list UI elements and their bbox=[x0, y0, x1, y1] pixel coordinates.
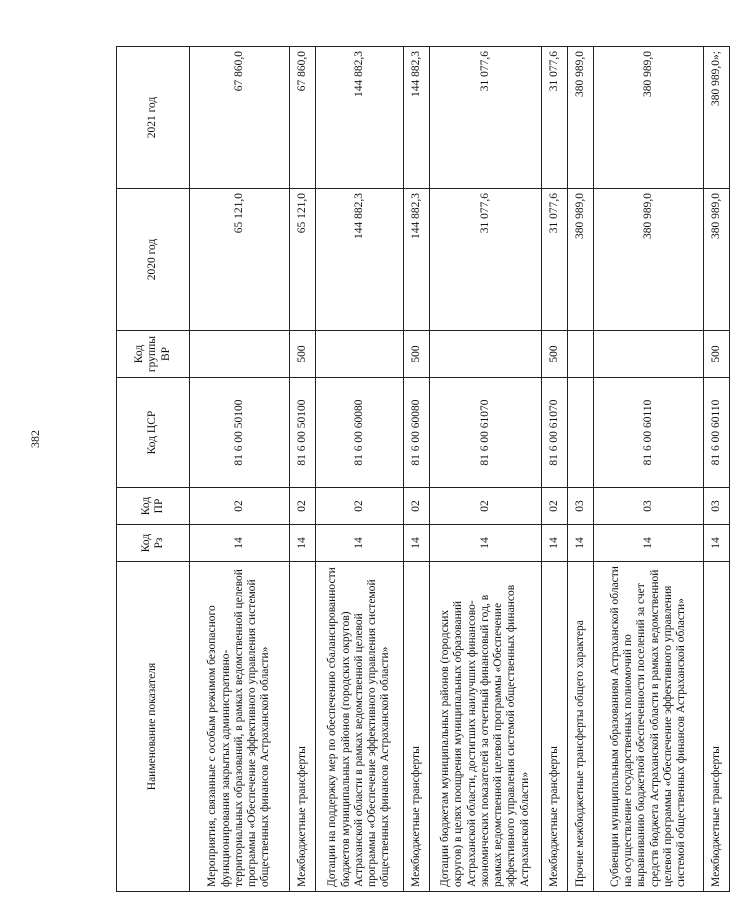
row-2021: 380 989,0 bbox=[568, 47, 594, 189]
row-rz: 14 bbox=[704, 525, 730, 562]
row-name: Субвенции муниципальным образованиям Астраханской области на осуществление государственных полномочий по выравниванию бюджетной обеспеченности поселений за счет средств бюджета Астраханской области в рамках ведомственной целевой программы «Обеспечение эффективного управления системой общественных финансов Астраханской области» bbox=[594, 562, 704, 892]
row-2021: 67 860,0 bbox=[290, 47, 316, 189]
header-row bbox=[117, 47, 190, 892]
row-csr: 81 6 00 60110 bbox=[704, 378, 730, 488]
row-pr: 02 bbox=[430, 488, 542, 525]
table-row bbox=[430, 47, 542, 892]
row-vr bbox=[594, 331, 704, 378]
row-pr: 02 bbox=[190, 488, 290, 525]
row-csr: 81 6 00 60080 bbox=[316, 378, 404, 488]
row-pr: 02 bbox=[404, 488, 430, 525]
row-rz: 14 bbox=[404, 525, 430, 562]
row-rz: 14 bbox=[290, 525, 316, 562]
row-csr: 81 6 00 60110 bbox=[594, 378, 704, 488]
row-pr: 02 bbox=[316, 488, 404, 525]
header-vr: Код группы ВР bbox=[117, 331, 190, 378]
row-2020: 380 989,0 bbox=[568, 189, 594, 331]
table-row bbox=[568, 47, 594, 892]
header-2020: 2020 год bbox=[117, 189, 190, 331]
row-name: Межбюджетные трансферты bbox=[290, 562, 316, 892]
row-2021: 31 077,6 bbox=[542, 47, 568, 189]
row-2021: 380 989,0»; bbox=[704, 47, 730, 189]
row-rz: 14 bbox=[430, 525, 542, 562]
header-name: Наименование показателя bbox=[117, 562, 190, 892]
header-csr: Код ЦСР bbox=[117, 378, 190, 488]
row-rz: 14 bbox=[190, 525, 290, 562]
row-rz: 14 bbox=[316, 525, 404, 562]
row-vr bbox=[190, 331, 290, 378]
row-csr bbox=[568, 378, 594, 488]
row-2020: 65 121,0 bbox=[190, 189, 290, 331]
row-rz: 14 bbox=[542, 525, 568, 562]
rotated-table-container bbox=[116, 47, 722, 892]
row-pr: 02 bbox=[290, 488, 316, 525]
row-name: Межбюджетные трансферты bbox=[542, 562, 568, 892]
row-2020: 144 882,3 bbox=[404, 189, 430, 331]
row-name: Прочие межбюджетные трансферты общего характера bbox=[568, 562, 594, 892]
header-2021: 2021 год bbox=[117, 47, 190, 189]
row-name: Межбюджетные трансферты bbox=[404, 562, 430, 892]
table-row bbox=[594, 47, 704, 892]
row-csr: 81 6 00 61070 bbox=[430, 378, 542, 488]
table-row bbox=[290, 47, 316, 892]
table-row bbox=[404, 47, 430, 892]
table-row bbox=[542, 47, 568, 892]
row-csr: 81 6 00 61070 bbox=[542, 378, 568, 488]
budget-table bbox=[116, 46, 730, 892]
row-2020: 31 077,6 bbox=[430, 189, 542, 331]
row-vr bbox=[430, 331, 542, 378]
row-2020: 65 121,0 bbox=[290, 189, 316, 331]
table-row bbox=[704, 47, 730, 892]
row-name: Межбюджетные трансферты bbox=[704, 562, 730, 892]
header-pr: Код ПР bbox=[117, 488, 190, 525]
row-pr: 03 bbox=[594, 488, 704, 525]
row-2020: 31 077,6 bbox=[542, 189, 568, 331]
row-name: Дотации на поддержку мер по обеспечению сбалансированности бюджетов муниципальных районов (городских округов) Астраханской области в рамках ведомственной целевой программы «Обеспечение эффективного управления системой общественных финансов Астраханской области» bbox=[316, 562, 404, 892]
row-vr: 500 bbox=[404, 331, 430, 378]
row-pr: 02 bbox=[542, 488, 568, 525]
row-vr: 500 bbox=[290, 331, 316, 378]
row-2020: 380 989,0 bbox=[704, 189, 730, 331]
row-pr: 03 bbox=[568, 488, 594, 525]
row-2020: 144 882,3 bbox=[316, 189, 404, 331]
table-row bbox=[190, 47, 290, 892]
row-vr: 500 bbox=[542, 331, 568, 378]
header-rz: Код Рз bbox=[117, 525, 190, 562]
row-rz: 14 bbox=[568, 525, 594, 562]
row-vr: 500 bbox=[704, 331, 730, 378]
row-2021: 31 077,6 bbox=[430, 47, 542, 189]
page-number: 382 bbox=[28, 430, 42, 448]
row-2021: 380 989,0 bbox=[594, 47, 704, 189]
row-2021: 144 882,3 bbox=[316, 47, 404, 189]
row-name: Дотации бюджетам муниципальных районов (городских округов) в целях поощрения муниципальных образований Астраханской области, достигших наилучших финансово-экономических показателей за отчетный финансовый год, в рамках ведомственной целевой программы «Обеспечение эффективного управления системой общественных финансов Астраханской области» bbox=[430, 562, 542, 892]
row-2020: 380 989,0 bbox=[594, 189, 704, 331]
row-vr bbox=[316, 331, 404, 378]
row-csr: 81 6 00 50100 bbox=[190, 378, 290, 488]
row-vr bbox=[568, 331, 594, 378]
row-pr: 03 bbox=[704, 488, 730, 525]
row-csr: 81 6 00 50100 bbox=[290, 378, 316, 488]
table-row bbox=[316, 47, 404, 892]
row-name: Мероприятия, связанные с особым режимом безопасного функционирования закрытых административно-территориальных образований, в рамках ведомственной целевой программы «Обеспечение эффективного управления системой общественных финансов Астраханской области» bbox=[190, 562, 290, 892]
row-rz: 14 bbox=[594, 525, 704, 562]
row-2021: 144 882,3 bbox=[404, 47, 430, 189]
row-2021: 67 860,0 bbox=[190, 47, 290, 189]
row-csr: 81 6 00 60080 bbox=[404, 378, 430, 488]
